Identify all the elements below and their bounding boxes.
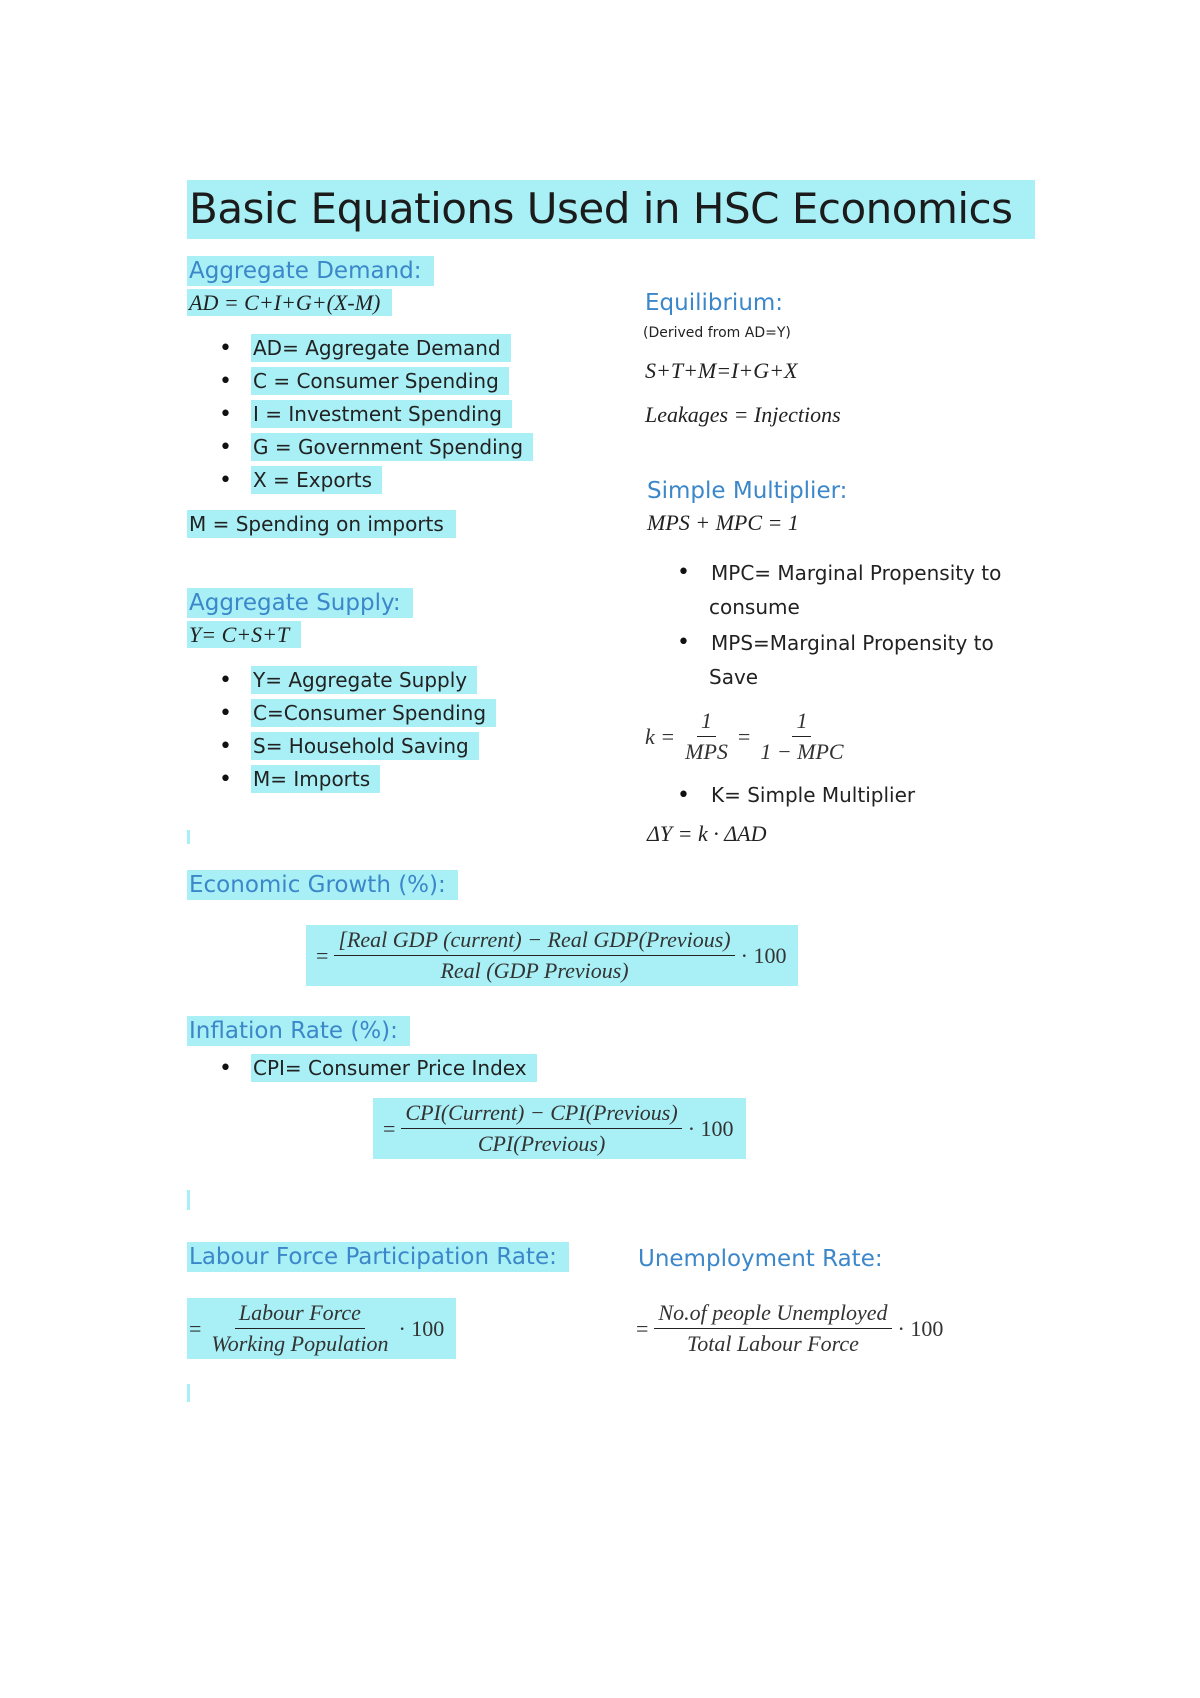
- aggregate-demand-list: [219, 336, 533, 492]
- delta-y-equation: ΔY = k · ΔAD: [647, 821, 767, 846]
- inflation-fraction: $\frac{\text{CPI(Current) − CPI(Previous)}}{\text{CPI(Previous)}}$: [401, 1100, 681, 1157]
- economic-growth-formula: = $\frac{\text{[Real GDP (current) − Real GDP(Previous)}}{\text{Real (GDP Previous)}}$ · 100: [306, 925, 798, 986]
- economic-growth-section: [187, 872, 458, 898]
- imports-note: M = Spending on imports: [187, 510, 456, 538]
- inflation-list: [219, 1056, 537, 1080]
- unemployment-fraction: $\frac{\text{No.of people Unemployed}}{\text{Total Labour Force}}$: [654, 1300, 891, 1357]
- list-item: • MPC= Marginal Propensity to consume: [677, 556, 1007, 624]
- aggregate-demand-equation: AD = C+I+G+(X-M): [187, 289, 392, 316]
- equilibrium-equation: S+T+M=I+G+X: [645, 358, 798, 383]
- growth-fraction: $\frac{\text{[Real GDP (current) − Real GDP(Previous)}}{\text{Real (GDP Previous)}}$: [334, 927, 734, 984]
- multiplier-formula: k = $\frac{1}{\text{MPS}}$ = $\frac{1}{\text{1 − MPC}}$: [645, 708, 1007, 765]
- labour-force-fraction: $\frac{\text{Labour Force}}{\text{Working Population}}$: [211, 1300, 389, 1356]
- list-item: • CPI= Consumer Price Index: [219, 1056, 537, 1080]
- unemployment-heading: Unemployment Rate:: [638, 1246, 883, 1272]
- list-item: • Y= Aggregate Supply: [219, 668, 496, 692]
- list-item: • C = Consumer Spending: [219, 369, 533, 393]
- cursor-marker: [187, 830, 190, 844]
- list-item: • MPS=Marginal Propensity to Save: [677, 626, 1007, 694]
- list-item: • C=Consumer Spending: [219, 701, 496, 725]
- mps-mpc-equation: MPS + MPC = 1: [647, 510, 799, 535]
- inflation-rate-formula: = $\frac{\text{CPI(Current) − CPI(Previous)}}{\text{CPI(Previous)}}$ · 100: [373, 1098, 746, 1159]
- aggregate-supply-section: [187, 590, 496, 791]
- equilibrium-heading: Equilibrium:: [645, 290, 784, 316]
- simple-multiplier-heading: Simple Multiplier:: [647, 478, 848, 504]
- labour-force-section: [187, 1244, 569, 1270]
- aggregate-demand-heading: Aggregate Demand:: [187, 256, 434, 286]
- simple-multiplier-section: [645, 478, 1007, 847]
- list-item: • I = Investment Spending: [219, 402, 533, 426]
- list-item: • K= Simple Multiplier: [677, 783, 1007, 807]
- inflation-rate-section: [187, 1018, 537, 1080]
- inflation-rate-heading: Inflation Rate (%):: [187, 1016, 410, 1046]
- labour-force-formula: = $\frac{\text{Labour Force}}{\text{Working Population}}$ · 100: [187, 1298, 456, 1359]
- aggregate-supply-heading: Aggregate Supply:: [187, 588, 413, 618]
- k-list: [677, 783, 1007, 807]
- cursor-marker: [187, 1384, 190, 1402]
- fraction-1-over-1-minus-mpc: $\frac{1}{\text{1 − MPC}}$: [760, 708, 844, 764]
- page-title: Basic Equations Used in HSC Economics: [187, 180, 1035, 239]
- multiplier-list: [677, 556, 1007, 694]
- equilibrium-subtitle: (Derived from AD=Y): [643, 325, 791, 341]
- list-item: • M= Imports: [219, 767, 496, 791]
- equilibrium-section: [643, 290, 853, 428]
- list-item: • S= Household Saving: [219, 734, 496, 758]
- aggregate-supply-list: [219, 668, 496, 791]
- labour-force-heading: Labour Force Participation Rate:: [187, 1242, 569, 1272]
- leakages-injections-equation: Leakages = Injections: [645, 402, 841, 427]
- list-item: • X = Exports: [219, 468, 533, 492]
- aggregate-supply-equation: Y= C+S+T: [187, 621, 301, 648]
- list-item: • AD= Aggregate Demand: [219, 336, 533, 360]
- unemployment-formula: = $\frac{\text{No.of people Unemployed}}{\text{Total Labour Force}}$ · 100: [636, 1300, 944, 1356]
- list-item: • G = Government Spending: [219, 435, 533, 459]
- unemployment-section: [636, 1246, 895, 1272]
- fraction-1-over-mps: $\frac{1}{\text{MPS}}$: [685, 708, 728, 764]
- cursor-marker: [187, 1190, 190, 1210]
- aggregate-demand-section: [187, 258, 533, 536]
- economic-growth-heading: Economic Growth (%):: [187, 870, 458, 900]
